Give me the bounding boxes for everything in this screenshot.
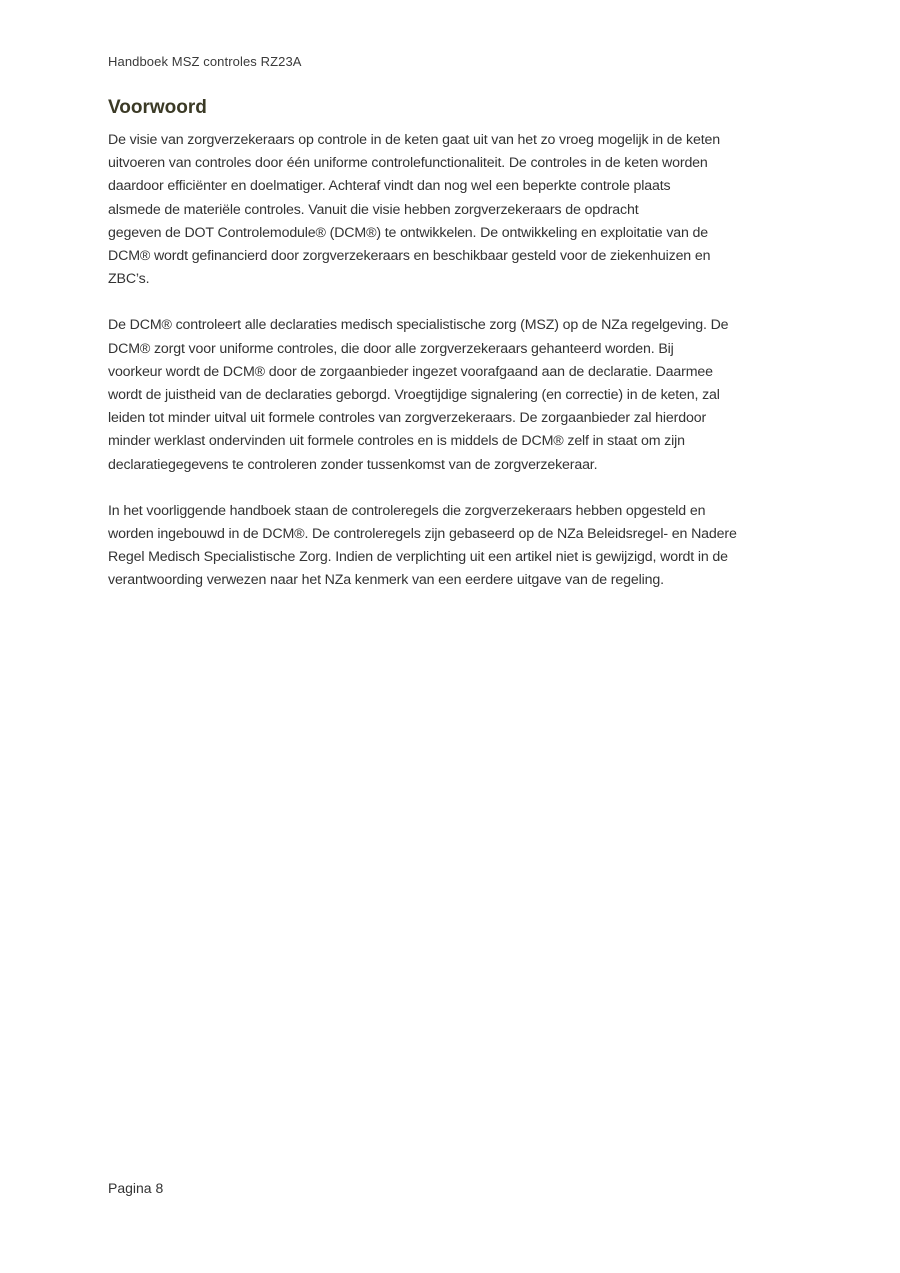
text-line: De visie van zorgverzekeraars op controle in de keten gaat uit van het zo vroeg mogelijk in de keten [108,132,720,148]
text-line: wordt de juistheid van de declaraties geborgd. Vroegtijdige signalering (en correctie) in de keten, zal [108,387,720,404]
text-line: uitvoeren van controles door één uniforme controlefunctionaliteit. De controles in de keten worden [108,155,708,172]
text-line: minder werklast ondervinden uit formele controles en is middels de DCM® zelf in staat om zijn [108,433,685,450]
text-line: De DCM® controleert alle declaraties medisch specialistische zorg (MSZ) op de NZa regelgeving. De [108,317,729,334]
text-line: alsmede de materiële controles. Vanuit die visie hebben zorgverzekeraars de opdracht [108,201,639,218]
text-line: DCM® zorgt voor uniforme controles, die door alle zorgverzekeraars gehanteerd worden. Bij [108,340,674,357]
text-line: leiden tot minder uitval uit formele controles van zorgverzekeraars. De zorgaanbieder zal hierdoor [108,410,707,427]
text-line: voorkeur wordt de DCM® door de zorgaanbieder ingezet voorafgaand aan de declaratie. Daarmee [108,363,713,380]
paragraph-2 [108,314,798,476]
text-line: In het voorliggende handboek staan de controleregels die zorgverzekeraars hebben opgesteld en [108,502,706,519]
paragraph-3 [108,500,798,593]
text-line: Regel Medisch Specialistische Zorg. Indien de verplichting uit een artikel niet is gewijzigd, wordt in de [108,549,728,566]
text-line: daardoor efficiënter en doelmatiger. Achteraf vindt dan nog wel een beperkte controle plaats [108,178,671,195]
text-line: ZBC’s. [108,271,150,288]
page-number: Pagina 8 [108,1180,164,1196]
text-line: DCM® wordt gefinancierd door zorgverzekeraars en beschikbaar gesteld voor de ziekenhuizen en [108,248,711,265]
running-header: Handboek MSZ controles RZ23A [108,54,302,69]
text-line: declaratiegegevens te controleren zonder tussenkomst van de zorgverzekeraar. [108,456,598,473]
text-line: verantwoording verwezen naar het NZa kenmerk van een eerdere uitgave van de regeling. [108,572,664,589]
text-line: gegeven de DOT Controlemodule® (DCM®) te ontwikkelen. De ontwikkeling en exploitatie van de [108,224,709,241]
page-title: Voorwoord [108,97,207,118]
body-text [108,129,798,616]
paragraph-1 [108,129,798,291]
text-line: worden ingebouwd in de DCM®. De controleregels zijn gebaseerd op de NZa Beleidsregel- en Nadere [108,526,737,543]
